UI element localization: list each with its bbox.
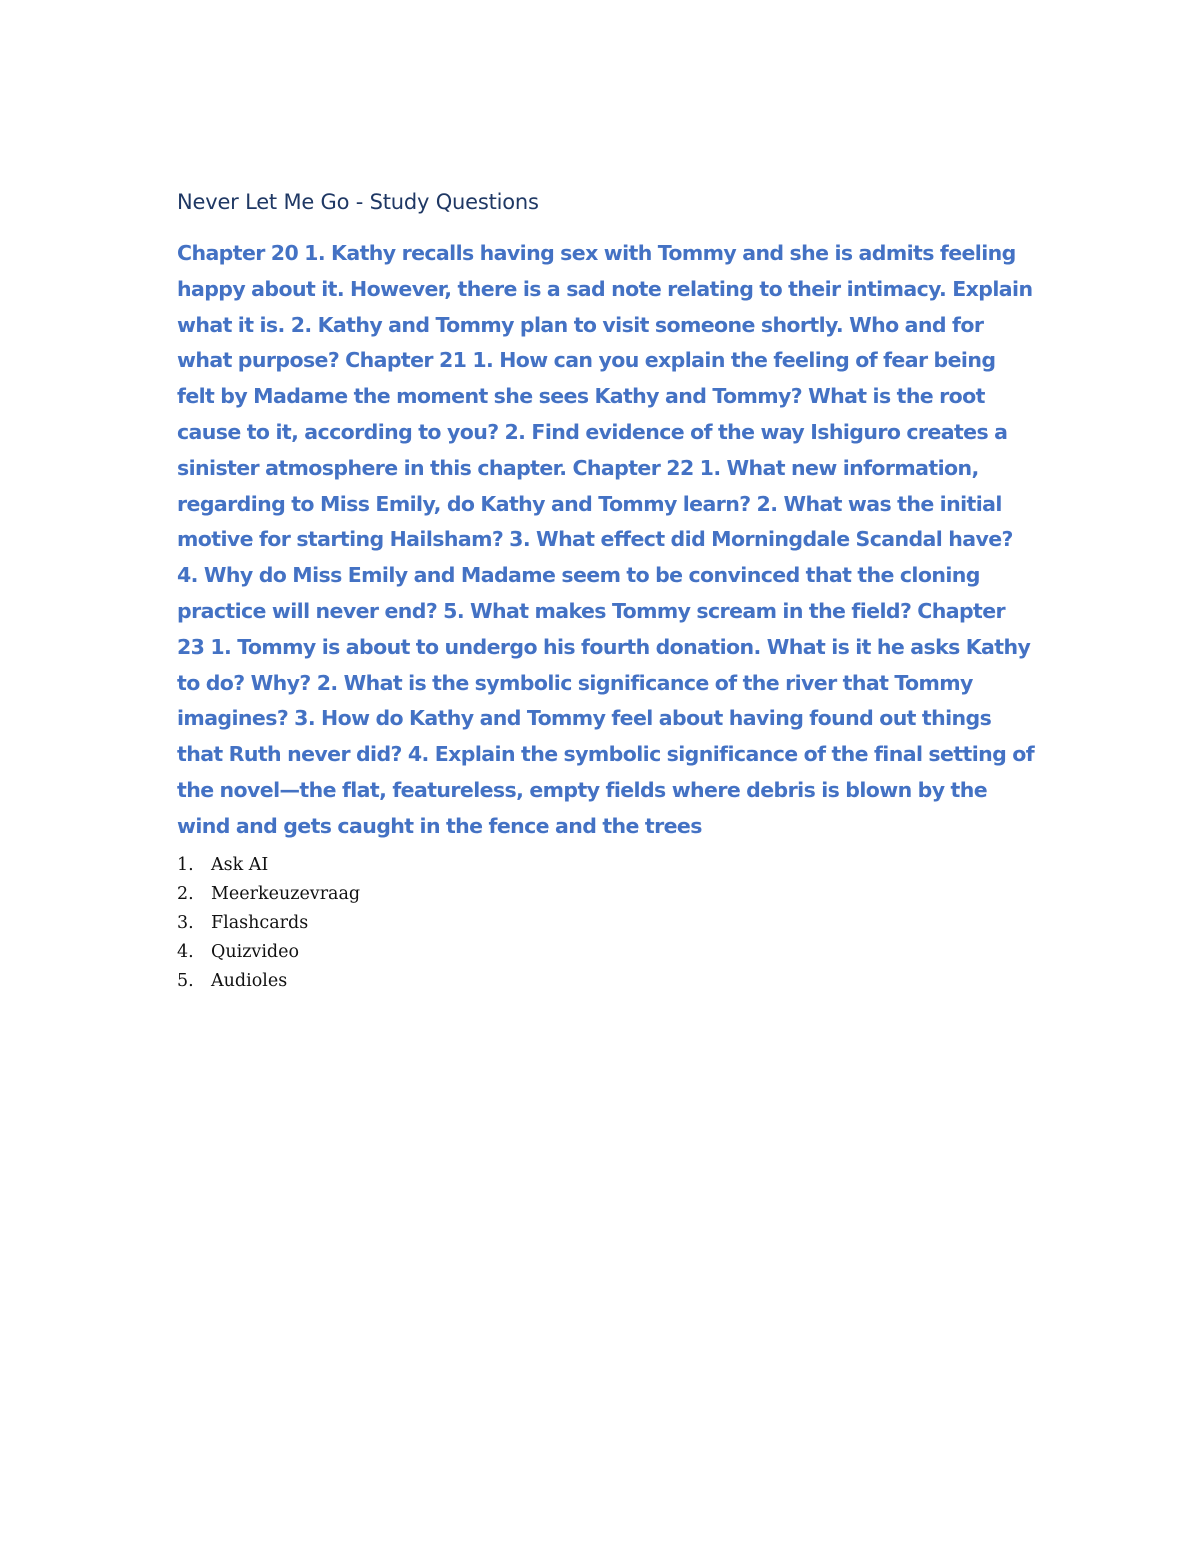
list-item-quizvideo[interactable] [177,938,1037,967]
quizvideo-link[interactable]: Quizvideo [211,941,300,962]
flashcards-link[interactable]: Flashcards [211,912,309,933]
list-item-number: 5. [177,970,194,991]
document-title: Never Let Me Go - Study Questions [177,190,539,214]
list-item-number: 1. [177,854,194,875]
list-item-number: 2. [177,883,194,904]
list-item-meerkeuzevraag[interactable] [177,880,1037,909]
list-item-ask-ai[interactable] [177,851,1037,880]
meerkeuzevraag-link[interactable]: Meerkeuzevraag [211,883,361,904]
document-content [177,190,1037,996]
study-tools-list [177,851,1037,996]
list-item-audioles[interactable] [177,967,1037,996]
document-body: Chapter 20 1. Kathy recalls having sex with Tommy and she is admits feeling happy about it. However, there is a sad note relating to their intimacy. Explain what it is. 2. Kathy and Tommy plan to visit someone shortly. Who and for what purpose? Chapter 21 1. How can you explain the feeling of fear being felt by Madame the moment she sees Kathy and Tommy? What is the root cause to it, according to you? 2. Find evidence of the way Ishiguro creates a sinister atmosphere in this chapter. Chapter 22 1. What new information, regarding to Miss Emily, do Kathy and Tommy learn? 2. What was the initial motive for starting Hailsham? 3. What effect did Morningdale Scandal have? 4. Why do Miss Emily and Madame seem to be convinced that the cloning practice will never end? 5. What makes Tommy scream in the field? Chapter 23 1. Tommy is about to undergo his fourth donation. What is it he asks Kathy to do? Why? 2. What is the symbolic significance of the river that Tommy imagines? 3. How do Kathy and Tommy feel about having found out things that Ruth never did? 4. Explain the symbolic significance of the final setting of the novel—the flat, featureless, empty fields where debris is blown by the wind and gets caught in the fence and the trees [177,241,1035,838]
list-item-number: 4. [177,941,194,962]
audioles-link[interactable]: Audioles [211,970,288,991]
list-item-flashcards[interactable] [177,909,1037,938]
ask-ai-link[interactable]: Ask AI [211,854,269,875]
list-item-number: 3. [177,912,194,933]
